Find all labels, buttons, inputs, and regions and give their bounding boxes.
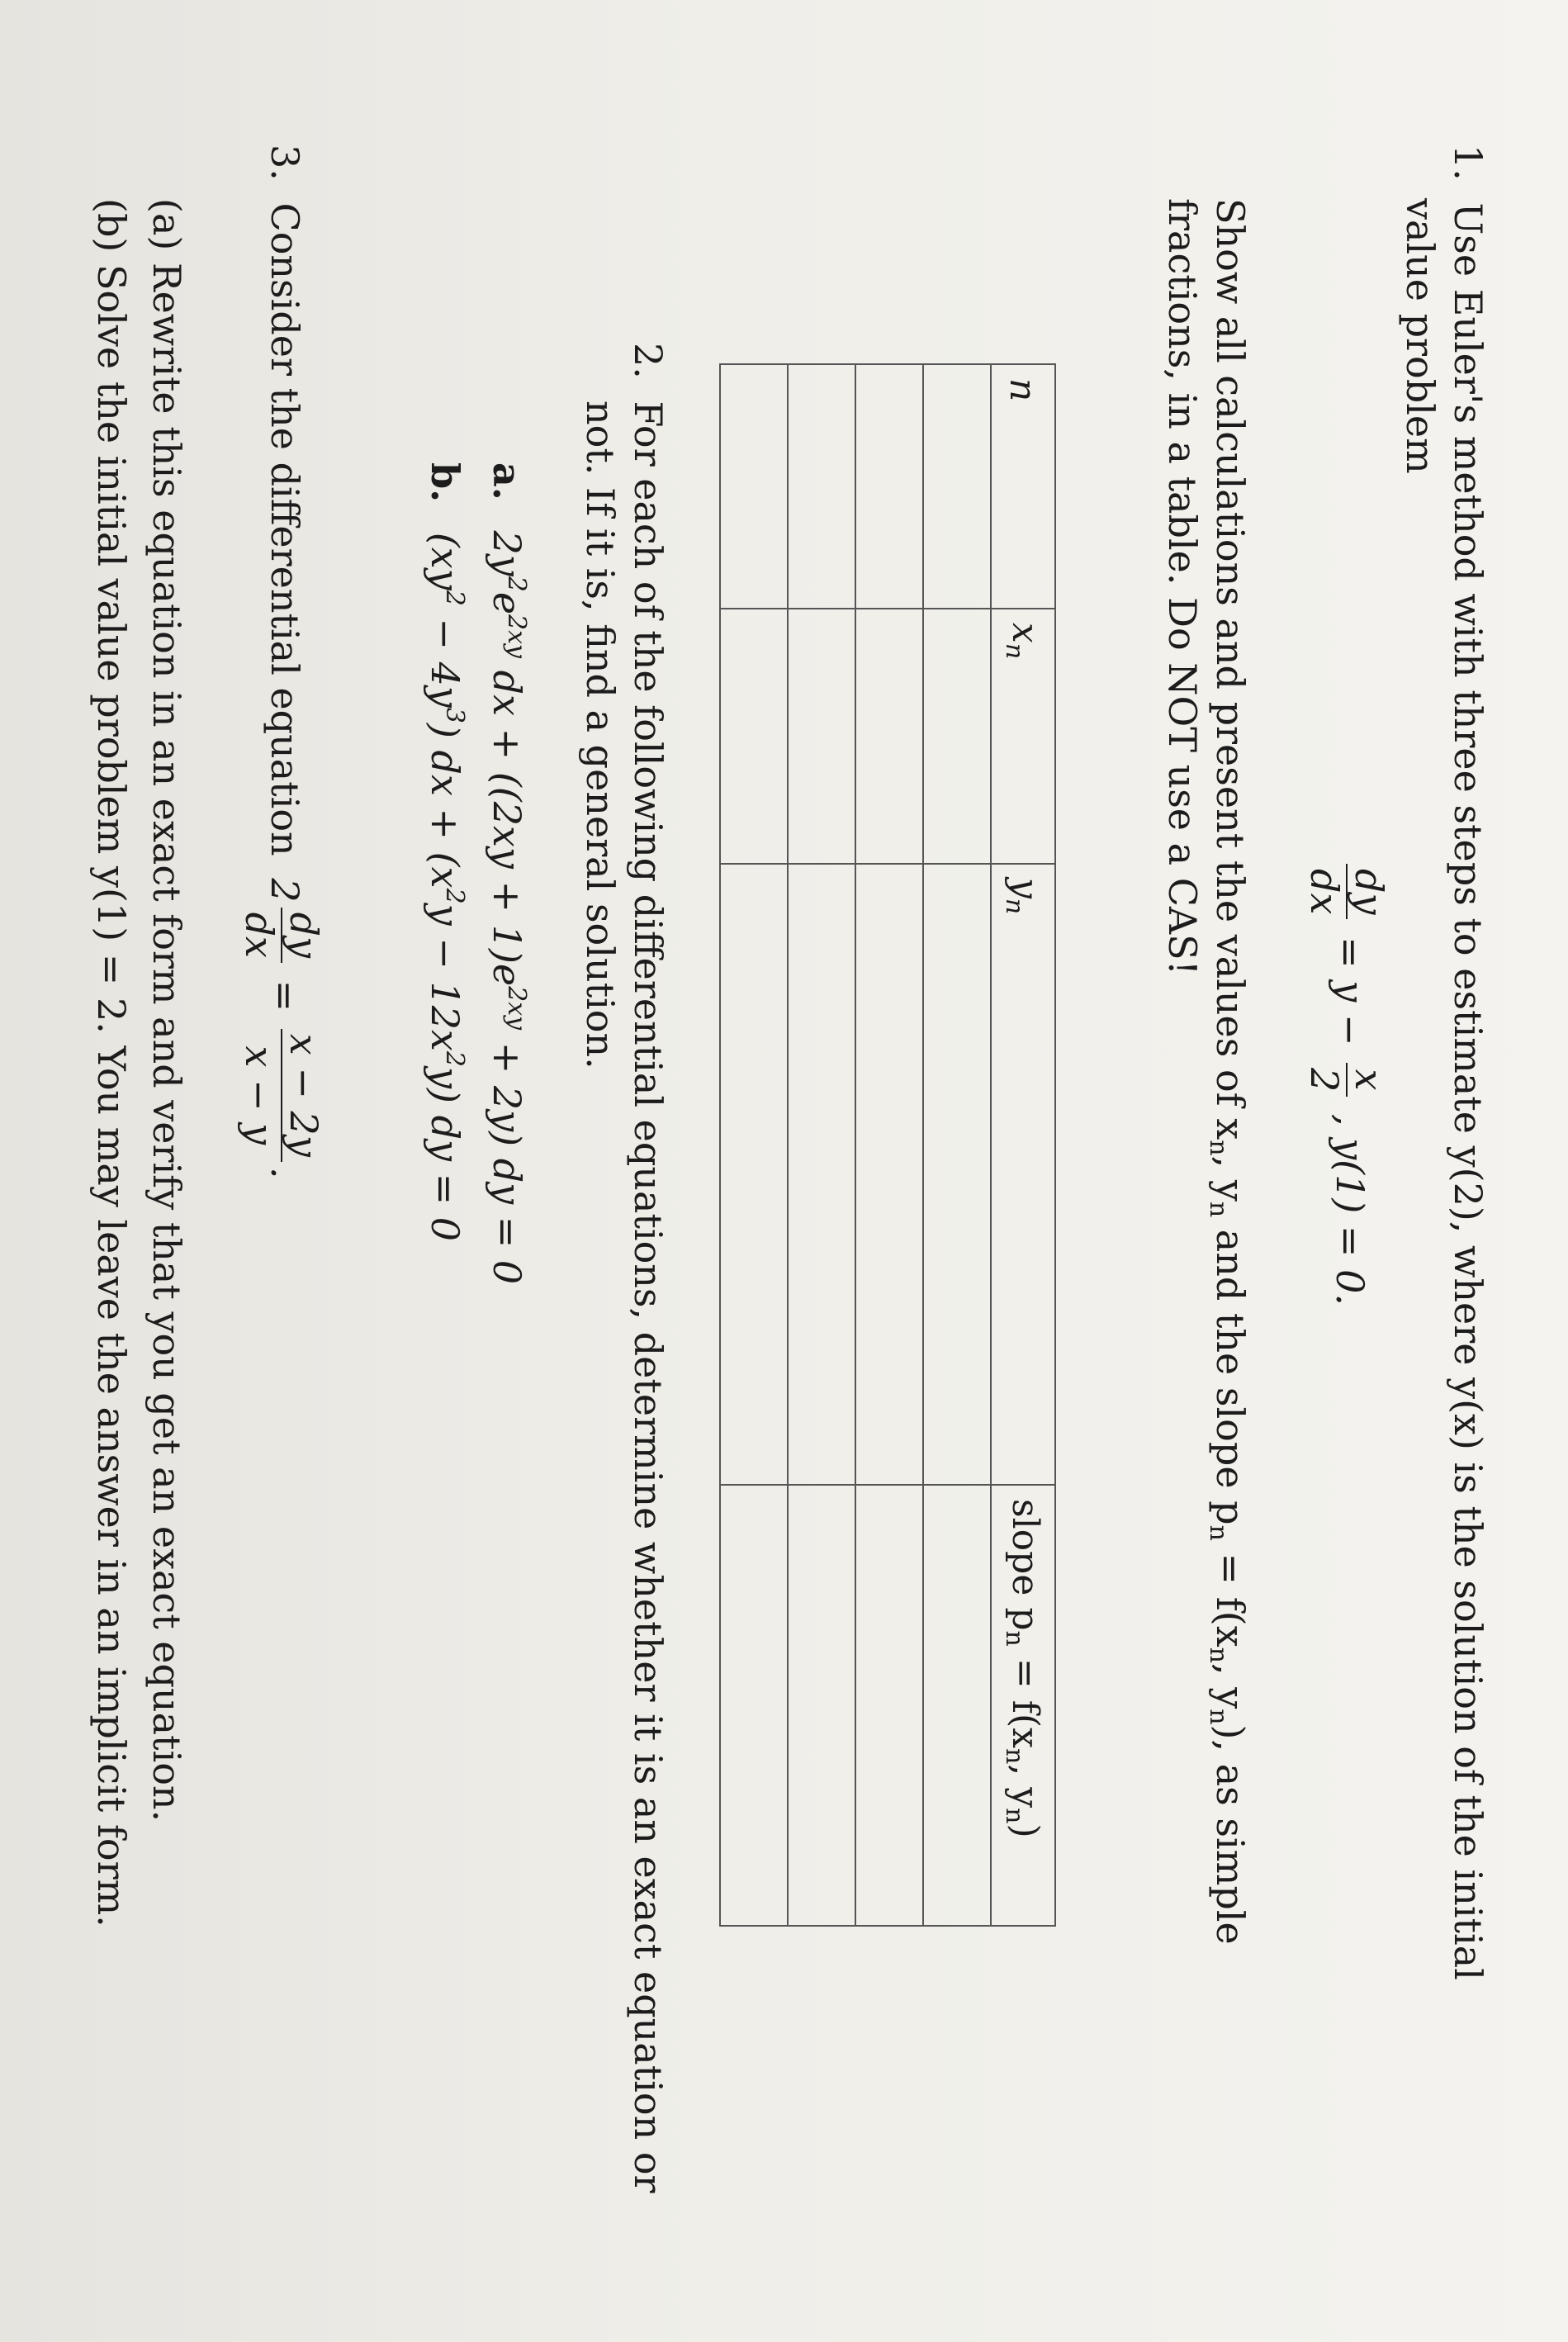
table-cell (923, 1485, 991, 1926)
euler-table (719, 363, 1056, 1927)
table-cell (855, 609, 923, 864)
q2-a-equation: $2y^2e^{2xy}$ dx + $((2xy + 1)e^{2xy} + 2y)$ dy = 0 (485, 530, 531, 1285)
table-header-row (991, 364, 1055, 1926)
q3-part-a: (a) Rewrite this equation in an exact form and verify that you get an exact equation. (144, 198, 189, 1823)
q2-part-a (483, 462, 540, 1284)
q3-part-b: (b) Solve the initial value problem y(1) = 2. You may leave the answer in an implicit form. (89, 198, 134, 1927)
header-yn: $y_n$ (991, 864, 1055, 1485)
table-cell (720, 609, 788, 864)
q3-intro: Consider the differential equation (263, 202, 307, 856)
q2-number: 2. (626, 343, 670, 379)
q1-text-line1 (1444, 145, 1492, 1980)
table-cell (720, 1485, 788, 1926)
q2-part-b (421, 462, 478, 1241)
table-cell (788, 1485, 855, 1926)
q1-instruction-line1: Show all calculations and present the values of $x_n$, $y_n$ and the slope $p_n = f(x_n$, $y_n$), as simple (1204, 198, 1253, 1945)
table-cell (855, 1485, 923, 1926)
q1-number: 1. (1446, 145, 1490, 181)
q3-equation: 2 dy dx = x − 2y x − y . (237, 878, 326, 1179)
q2-a-label: a. (485, 462, 529, 500)
table-cell (788, 609, 855, 864)
header-slope: slope $p_n = f(x_n$, $y_n$) (991, 1485, 1055, 1926)
table-cell (720, 864, 788, 1485)
q1-ivp-equation (1303, 859, 1390, 1306)
q2-statement: For each of the following differential equations, determine whether it is an exact equation or (626, 401, 670, 2193)
table-cell (788, 364, 855, 609)
q2-b-equation: $(xy^2 - 4y^3)$ dx + $(x^2y - 12x^2y)$ dy = 0 (423, 532, 469, 1242)
table-cell (855, 364, 923, 609)
q1-text-line2: value problem (1398, 198, 1442, 474)
table-row (855, 364, 923, 1926)
table-row (788, 364, 855, 1926)
q3-number: 3. (263, 145, 307, 181)
header-n: n (991, 364, 1055, 609)
eq-middle: = y − (1328, 936, 1372, 1046)
q1-statement: Use Euler's method with three steps to estimate y(2), where y(x) is the solution of the initial (1446, 202, 1490, 1980)
table-cell (720, 364, 788, 609)
q2-text-line2: not. If it is, find a general solution. (578, 401, 623, 1069)
header-xn: $x_n$ (991, 609, 1055, 864)
table-cell (855, 864, 923, 1485)
q1-instruction-line2: fractions, in a table. Do NOT use a CAS! (1160, 198, 1205, 976)
x-over-2-fraction: x 2 (1303, 1063, 1390, 1097)
table-cell (923, 609, 991, 864)
table-cell (923, 364, 991, 609)
table-cell (788, 864, 855, 1485)
q2-b-label: b. (423, 462, 467, 503)
table-cell (923, 864, 991, 1485)
q3-statement (238, 145, 325, 1178)
q2-text-line1 (624, 343, 672, 2193)
dy-dx-fraction: dy dx (1303, 864, 1390, 919)
table-row (923, 364, 991, 1926)
initial-condition: , y(1) = 0. (1328, 1113, 1372, 1306)
table-row (720, 364, 788, 1926)
